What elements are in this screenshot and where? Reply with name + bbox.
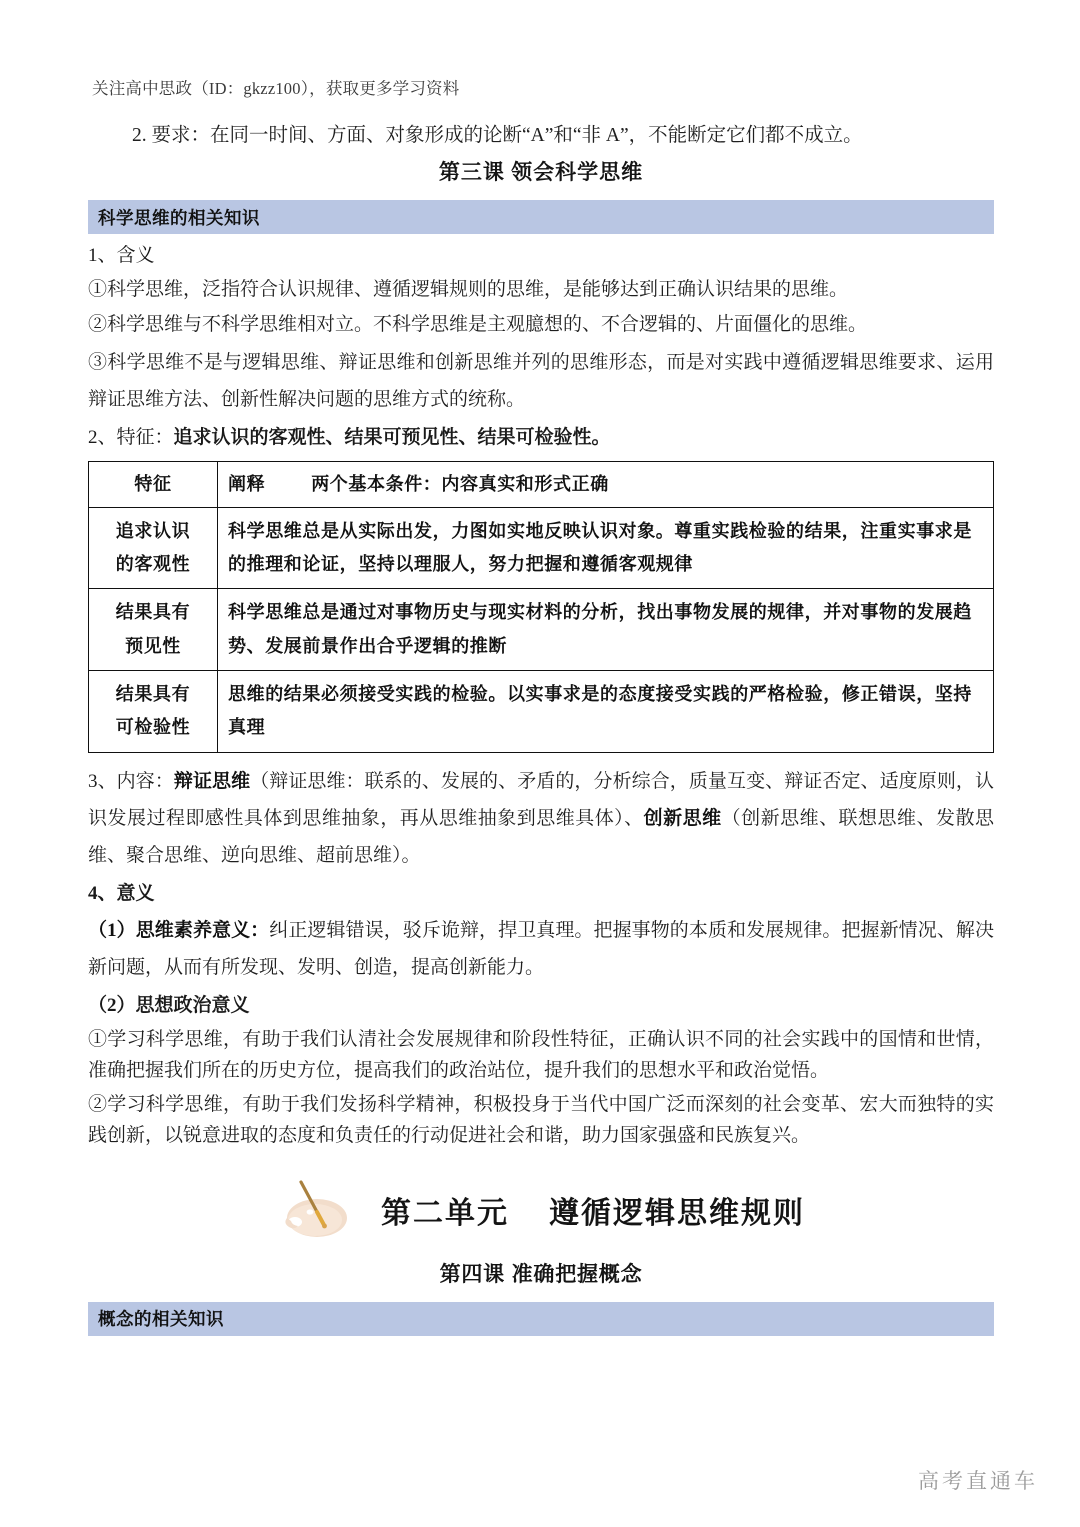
banner2-label: 概念的相关知识 [98, 1309, 224, 1330]
palette-brush-icon [277, 1178, 363, 1242]
header-note: 关注高中思政（ID：gkzz100），获取更多学习资料 [92, 79, 460, 98]
feature-table [88, 461, 994, 753]
table-header-row [89, 461, 994, 507]
table-row [89, 589, 994, 671]
section4-item-1-label: （1）思维素养意义： [88, 920, 270, 942]
lesson4-title: 第四课 准确把握概念 [439, 1262, 643, 1286]
unit2-title [381, 1188, 805, 1232]
unit2-heading [88, 1178, 994, 1242]
table-col-header-feature: 特征 [89, 461, 218, 507]
section4-item-2-label: （2）思想政治意义 [88, 995, 250, 1017]
table-header-conditions: 两个基本条件：内容真实和形式正确 [311, 473, 609, 494]
table-row-2-label-line2: 预见性 [125, 635, 181, 656]
watermark: 高考直通车 [918, 1470, 1038, 1493]
table-header-explain-label: 阐释 [228, 473, 266, 494]
table-row-1-label-line2: 的客观性 [115, 554, 191, 575]
section1-item-1: ①科学思维，泛指符合认识规律、遵循逻辑规则的思维，是能够达到正确认识结果的思维。 [88, 278, 849, 300]
section1-heading: 1、含义 [88, 245, 155, 267]
section2-heading [88, 424, 994, 453]
unit2-name: 第二单元 [381, 1196, 509, 1230]
section2-heading-bold: 追求认识的客观性、结果可预见性、结果可检验性。 [173, 427, 611, 449]
section3-paragraph [88, 763, 994, 874]
section1-item-3: ③科学思维不是与逻辑思维、辩证思维和创新思维并列的思维形态，而是对实践中遵循逻辑思维要求、运用辩证思维方法、创新性解决问题的思维方式的统称。 [88, 352, 994, 411]
table-row-1-label [89, 507, 218, 589]
section-banner-concept [88, 1302, 994, 1336]
section-banner-science-thinking [88, 200, 994, 234]
table-row-3-label-line1: 结果具有 [115, 684, 191, 705]
section3-middle: （辩证思维：联系的、发展的、矛盾的，分析综合，质量互变、辩证否定、适度原则，认识发展过程即感性具体到思维抽象，再从思维抽象到思维具体）、 [88, 770, 994, 829]
table-row-2-label-line1: 结果具有 [115, 602, 191, 623]
table-row-1-content: 科学思维总是从实际出发，力图如实地反映认识对象。尊重实践检验的结果，注重实事求是的推理和论证，坚持以理服人，努力把握和遵循客观规律 [218, 507, 994, 589]
section3-bold-dialectical: 辩证思维 [173, 770, 251, 792]
section4-item-1-text: 纠正逻辑错误，驳斥诡辩，捍卫真理。把握事物的本质和发展规律。把握新情况、解决新问题，从而有所发现、发明、创造，提高创新能力。 [88, 920, 994, 979]
table-row-2-label [89, 589, 218, 671]
banner-label: 科学思维的相关知识 [98, 207, 260, 228]
table-row [89, 671, 994, 753]
table-row-3-label [89, 671, 218, 753]
document-content [88, 122, 994, 1344]
table-row-1-label-line1: 追求认识 [115, 520, 191, 541]
section4-item-1 [88, 912, 994, 986]
requirement-line: 2. 要求：在同一时间、方面、对象形成的论断“A”和“非 A”，不能断定它们都不成立。 [132, 125, 863, 146]
section4-item-2b: ②学习科学思维，有助于我们发扬科学精神，积极投身于当代中国广泛而深刻的社会变革、宏大而独特的实践创新，以锐意进取的态度和负责任的行动促进社会和谐，助力国家强盛和民族复兴。 [88, 1094, 994, 1147]
lesson3-title: 第三课 领会科学思维 [438, 160, 644, 185]
section3-prefix: 3、内容： [88, 770, 174, 792]
table-col-header-explanation [218, 461, 994, 507]
section4-item-2a: ①学习科学思维，有助于我们认清社会发展规律和阶段性特征，正确认识不同的社会实践中的国情和世情，准确把握我们所在的历史方位，提高我们的政治站位，提升我们的思想水平和政治觉悟。 [88, 1028, 994, 1081]
section4-heading: 4、意义 [88, 882, 155, 904]
section3-tail: （创新思维、联想思维、发散思维、聚合思维、逆向思维、超前思维）。 [88, 807, 994, 866]
table-row-2-content: 科学思维总是通过对事物历史与现实材料的分析，找出事物发展的规律，并对事物的发展趋势、发展前景作出合乎逻辑的推断 [218, 589, 994, 671]
section1-item-2: ②科学思维与不科学思维相对立。不科学思维是主观臆想的、不合逻辑的、片面僵化的思维。 [88, 313, 868, 335]
table-row [89, 507, 994, 589]
section3-bold-innovative: 创新思维 [643, 807, 722, 829]
section2-heading-prefix: 2、特征： [88, 427, 174, 449]
table-row-3-content: 思维的结果必须接受实践的检验。以实事求是的态度接受实践的严格检验，修正错误，坚持真理 [218, 671, 994, 753]
unit2-subject: 遵循逻辑思维规则 [549, 1196, 805, 1230]
table-row-3-label-line2: 可检验性 [115, 717, 191, 738]
